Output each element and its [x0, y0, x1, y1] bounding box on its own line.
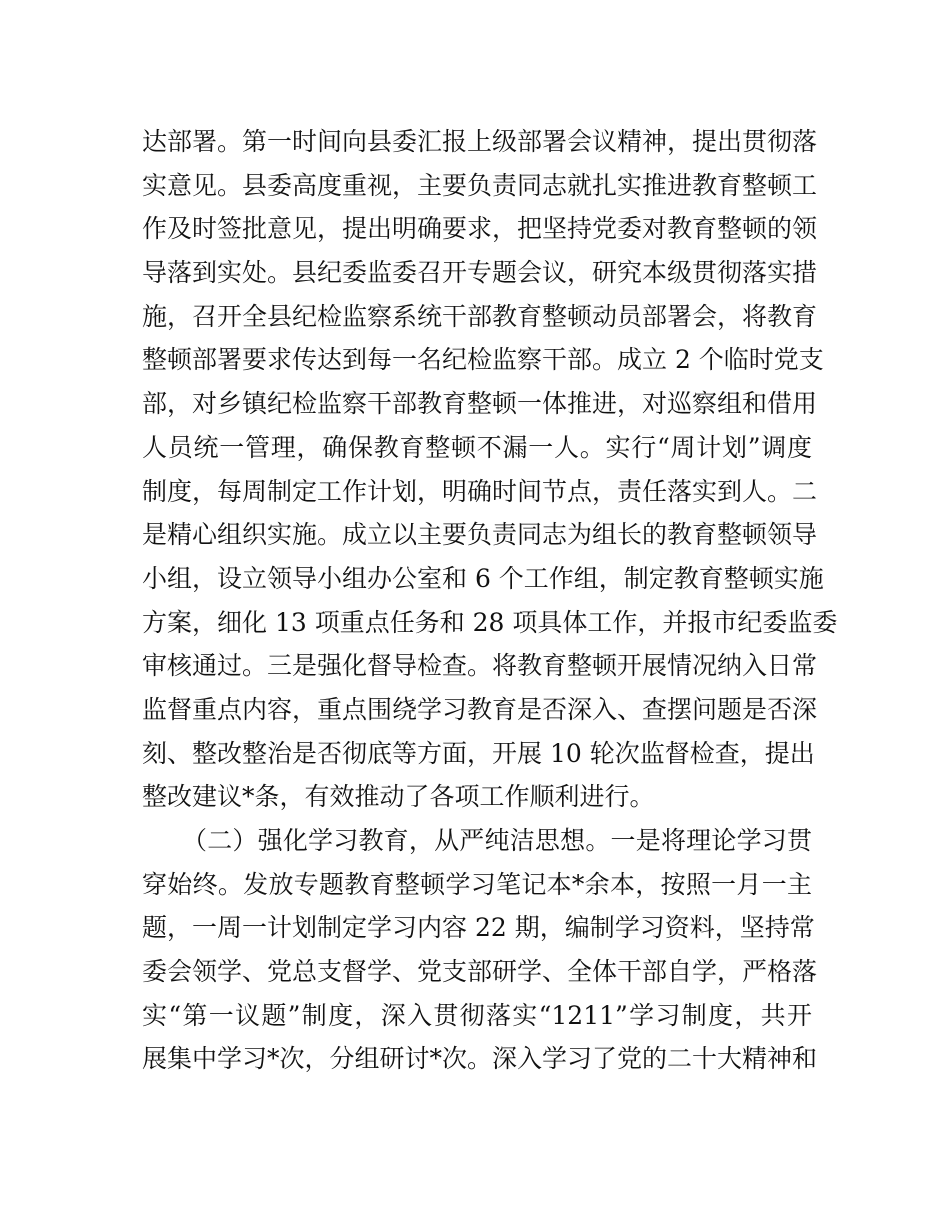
paragraph-line: 部，对乡镇纪检监察干部教育整顿一体推进，对巡察组和借用	[142, 389, 818, 419]
paragraph-line: 展集中学习*次，分组研讨*次。深入学习了党的二十大精神和	[142, 1044, 818, 1074]
paragraph-line: 制度，每周制定工作计划，明确时间节点，责任落实到人。二	[142, 476, 818, 506]
paragraph-line: 人员统一管理，确保教育整顿不漏一人。实行“周计划”调度	[142, 432, 812, 462]
paragraph-line: 穿始终。发放专题教育整顿学习笔记本*余本，按照一月一主	[142, 869, 812, 899]
paragraph-line: 整改建议*条，有效推动了各项工作顺利进行。	[142, 782, 655, 812]
paragraph-line: 小组，设立领导小组办公室和 6 个工作组，制定教育整顿实施	[142, 563, 824, 593]
paragraph-line: 是精心组织实施。成立以主要负责同志为组长的教育整顿领导	[142, 520, 818, 550]
paragraph-1	[142, 120, 838, 819]
paragraph-line: 刻、整改整治是否彻底等方面，开展 10 轮次监督检查，提出	[142, 738, 815, 768]
paragraph-line: 实“第一议题”制度，深入贯彻落实“1211”学习制度，共开	[142, 1000, 812, 1030]
paragraph-line: 委会领学、党总支督学、党支部研学、全体干部自学，严格落	[142, 957, 818, 987]
paragraph-2	[142, 819, 818, 1081]
paragraph-line: 整顿部署要求传达到每一名纪检监察干部。成立 2 个临时党支	[142, 345, 824, 375]
paragraph-line: 监督重点内容，重点围绕学习教育是否深入、查摆问题是否深	[142, 694, 818, 724]
paragraph-line: 施，召开全县纪检监察系统干部教育整顿动员部署会，将教育	[142, 301, 818, 331]
paragraph-line: 导落到实处。县纪委监委召开专题会议，研究本级贯彻落实措	[142, 258, 818, 288]
paragraph-line: 题，一周一计划制定学习内容 22 期，编制学习资料，坚持常	[142, 913, 815, 943]
paragraph-line: 审核通过。三是强化督导检查。将教育整顿开展情况纳入日常	[142, 651, 818, 681]
paragraph-line: 达部署。第一时间向县委汇报上级部署会议精神，提出贯彻落	[142, 127, 818, 156]
paragraph-line: 作及时签批意见，提出明确要求，把坚持党委对教育整顿的领	[142, 214, 818, 244]
section-heading-line: （二）强化学习教育，从严纯洁思想。一是将理论学习贯	[182, 826, 812, 855]
paragraph-line: 实意见。县委高度重视，主要负责同志就扎实推进教育整顿工	[142, 170, 818, 200]
paragraph-line: 方案，细化 13 项重点任务和 28 项具体工作，并报市纪委监委	[142, 607, 838, 637]
